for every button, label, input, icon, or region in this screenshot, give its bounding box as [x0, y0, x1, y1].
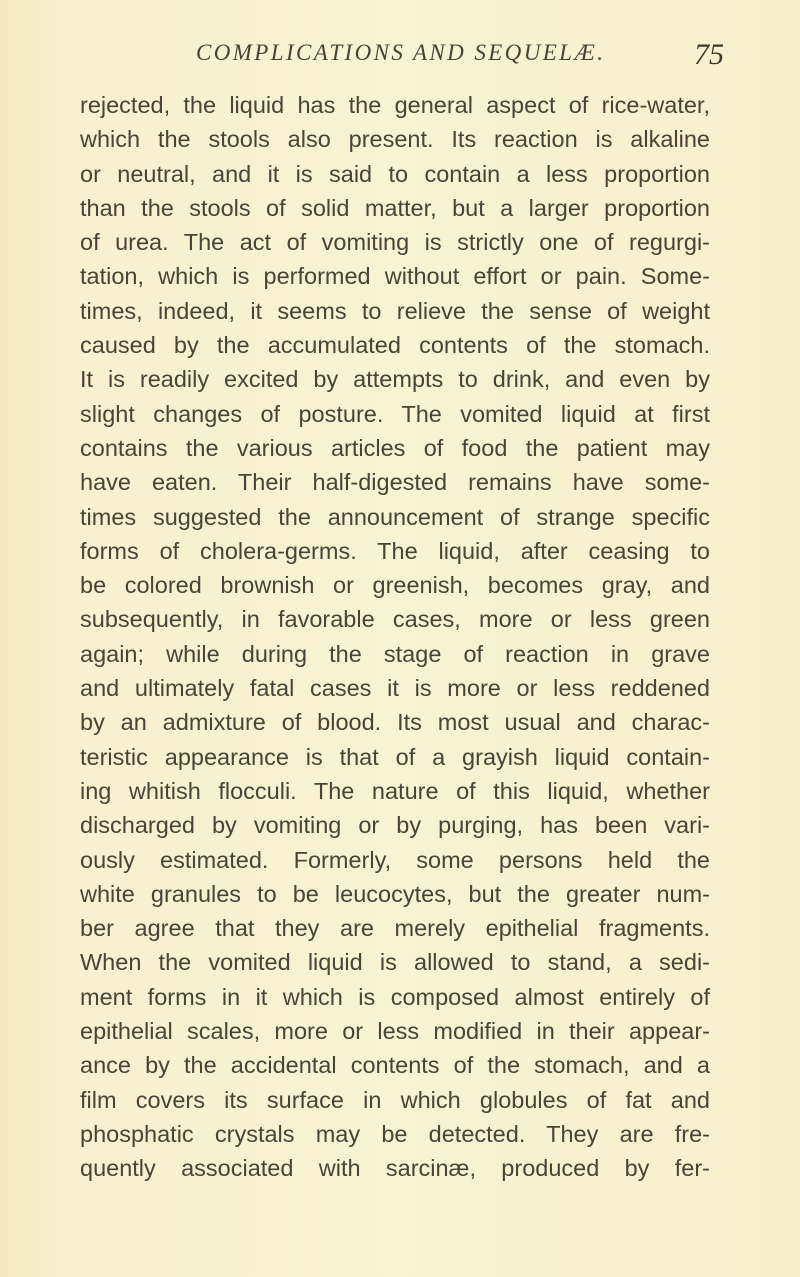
- text-line: film covers its surface in which globules of fat and: [80, 1086, 710, 1113]
- text-line: It is readily excited by attempts to drink, and even by: [80, 366, 710, 393]
- text-line: When the vomited liquid is allowed to stand, a sedi-: [80, 949, 710, 976]
- page-header: [0, 40, 800, 80]
- text-line: times, indeed, it seems to relieve the sense of weight: [80, 297, 710, 324]
- running-title: COMPLICATIONS AND SEQUELÆ.: [196, 40, 606, 65]
- text-line: ance by the accidental contents of the stomach, and a: [80, 1052, 710, 1079]
- text-line: which the stools also present. Its reaction is alkaline: [80, 126, 710, 153]
- text-line: white granules to be leucocytes, but the greater num-: [80, 880, 710, 907]
- text-line: epithelial scales, more or less modified in their appear-: [80, 1018, 710, 1045]
- text-line: than the stools of solid matter, but a larger proportion: [80, 194, 710, 221]
- text-line: and ultimately fatal cases it is more or less reddened: [80, 675, 710, 702]
- text-line: teristic appearance is that of a grayish liquid contain-: [80, 743, 710, 770]
- text-line: of urea. The act of vomiting is strictly one of regurgi-: [80, 229, 710, 256]
- text-line: ing whitish flocculi. The nature of this liquid, whether: [80, 777, 710, 804]
- text-line: subsequently, in favorable cases, more or less green: [80, 606, 710, 633]
- text-line: ment forms in it which is composed almost entirely of: [80, 983, 710, 1010]
- text-line: quently associated with sarcinæ, produced by fer-: [80, 1155, 710, 1182]
- text-line: forms of cholera-germs. The liquid, after ceasing to: [80, 537, 710, 564]
- text-line: again; while during the stage of reaction in grave: [80, 640, 710, 667]
- text-line: slight changes of posture. The vomited liquid at first: [80, 400, 710, 427]
- text-line: ously estimated. Formerly, some persons held the: [80, 846, 710, 873]
- text-line: caused by the accumulated contents of the stomach.: [80, 332, 710, 359]
- text-line: have eaten. Their half-digested remains have some-: [80, 469, 710, 496]
- text-line: tation, which is performed without effort or pain. Some-: [80, 263, 710, 290]
- text-line: discharged by vomiting or by purging, has been vari-: [80, 812, 710, 839]
- page-number: 75: [694, 38, 724, 71]
- text-line: ber agree that they are merely epithelial fragments.: [80, 915, 710, 942]
- text-line: rejected, the liquid has the general aspect of rice-water,: [80, 92, 710, 118]
- text-line: contains the various articles of food the patient may: [80, 434, 710, 461]
- text-line: or neutral, and it is said to contain a less proportion: [80, 160, 710, 187]
- text-line: times suggested the announcement of strange specific: [80, 503, 710, 530]
- body-text: [80, 88, 710, 1186]
- text-line: by an admixture of blood. Its most usual and charac-: [80, 709, 710, 736]
- text-line: phosphatic crystals may be detected. They are fre-: [80, 1120, 710, 1147]
- text-line: be colored brownish or greenish, becomes gray, and: [80, 572, 710, 599]
